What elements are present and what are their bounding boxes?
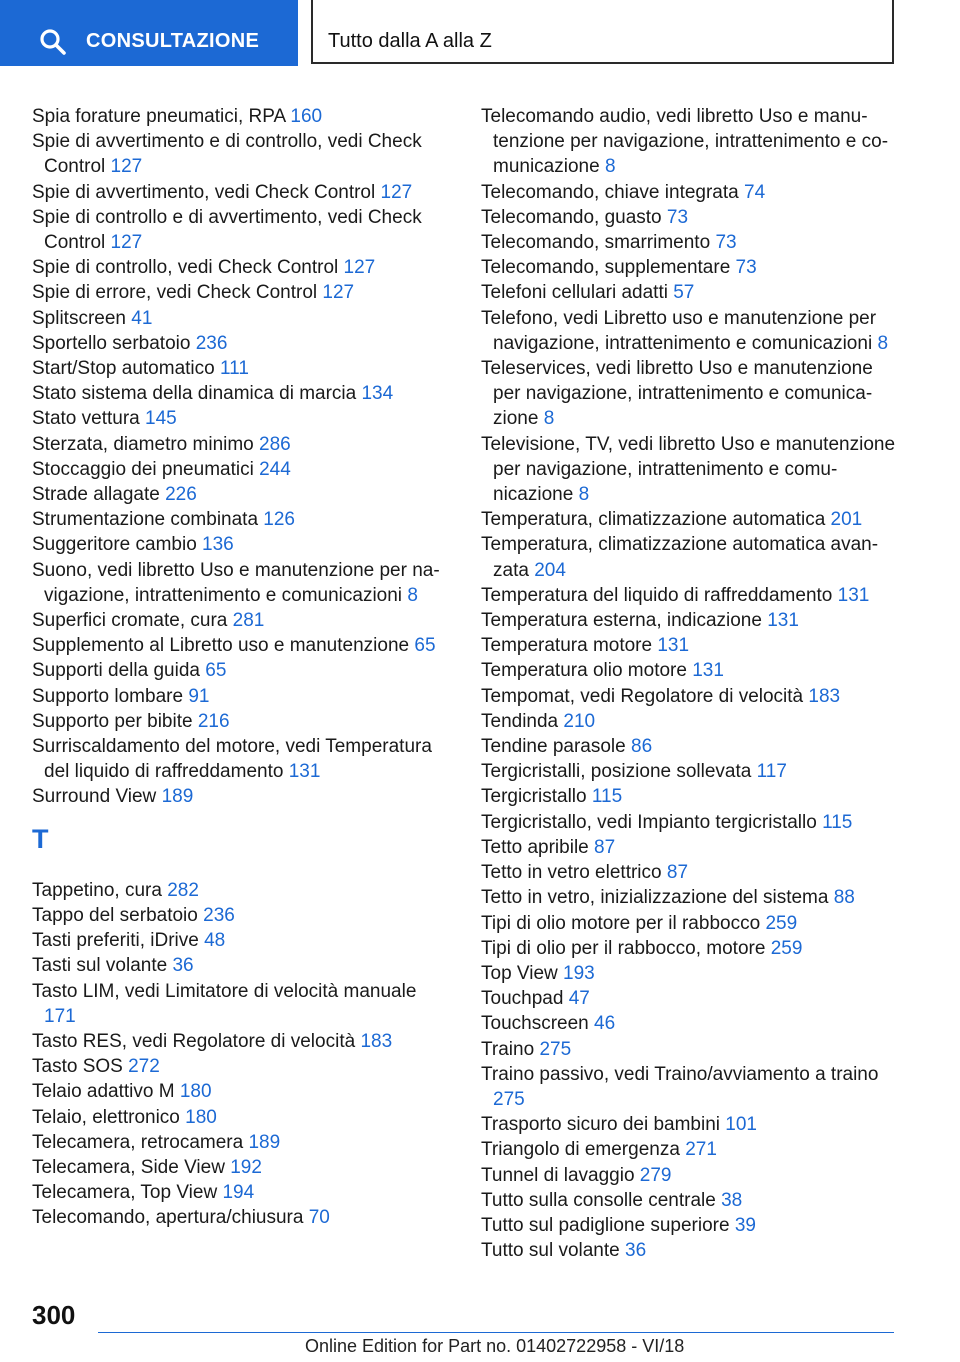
index-entry [32, 381, 450, 406]
index-list-s [32, 104, 450, 810]
page-reference-link[interactable]: 259 [765, 912, 798, 934]
page-reference-link[interactable]: 201 [830, 509, 863, 531]
page-reference-link[interactable]: 88 [833, 887, 855, 909]
page-reference-link[interactable]: 111 [220, 358, 249, 380]
page-reference-link[interactable]: 127 [343, 257, 376, 279]
index-entry [481, 230, 901, 255]
page-reference-link[interactable]: 91 [188, 685, 210, 707]
index-entry [32, 1130, 450, 1155]
index-entry [481, 583, 901, 608]
index-entry-text: Tasti preferiti, iDrive [32, 930, 199, 952]
index-entry-text: Stoccaggio dei pneumatici [32, 458, 254, 480]
index-entry [481, 1112, 901, 1137]
index-entry-text: Temperatura motore [481, 635, 653, 657]
page-reference-link[interactable]: 282 [167, 879, 199, 901]
index-entry-text: Telefono, vedi Libretto uso e manutenzione per navigazione, intrattenimento e comunicazioni [481, 307, 877, 354]
index-entry [32, 180, 450, 205]
index-entry [32, 331, 450, 356]
page-reference-link[interactable]: 36 [625, 1240, 647, 1262]
index-entry [32, 633, 450, 658]
index-entry [32, 432, 450, 457]
index-entry [481, 911, 901, 936]
index-entry [481, 835, 901, 860]
index-entry-text: Tutto sul padiglione superiore [481, 1214, 730, 1236]
page-reference-link[interactable]: 117 [756, 761, 787, 783]
index-entry [32, 1155, 450, 1180]
index-entry-text: Tappo del serbatoio [32, 904, 198, 926]
page-reference-link[interactable]: 286 [259, 433, 291, 455]
index-entry-text: Tutto sul volante [481, 1240, 620, 1262]
index-entry-text: Temperatura, climatizzazione automatica [481, 509, 826, 531]
index-entry-text: Tappetino, cura [32, 879, 162, 901]
page-reference-link[interactable]: 65 [414, 635, 436, 657]
index-entry [32, 255, 450, 280]
index-entry [481, 180, 901, 205]
index-entry-text: Telaio, elettronico [32, 1106, 180, 1128]
index-entry [481, 205, 901, 230]
page-reference-link[interactable]: 46 [594, 1013, 616, 1035]
page-reference-link[interactable]: 8 [407, 584, 418, 606]
index-entry-text: Temperatura, climatizzazione automatica avanzata [481, 534, 879, 581]
index-entry-text: Sterzata, diametro minimo [32, 433, 254, 455]
page-reference-link[interactable]: 226 [165, 484, 197, 506]
index-entry [32, 878, 450, 903]
page-reference-link[interactable]: 48 [204, 930, 226, 952]
index-entry [481, 608, 901, 633]
page-reference-link[interactable]: 73 [735, 257, 757, 279]
index-entry-text: Sportello serbatoio [32, 332, 191, 354]
index-entry [32, 684, 450, 709]
index-entry [32, 784, 450, 809]
index-entry-text: Supporto per bibite [32, 710, 193, 732]
index-entry-text: Stato vettura [32, 408, 140, 430]
index-entry [481, 759, 901, 784]
page-reference-link[interactable]: 236 [203, 904, 235, 926]
index-entry-text: Tasto RES, vedi Regolatore di velocità [32, 1030, 356, 1052]
index-entry [481, 734, 901, 759]
index-entry-text: Supporto lombare [32, 685, 184, 707]
page-reference-link[interactable]: 134 [361, 383, 394, 405]
index-entry-text: Spie di controllo, vedi Check Control [32, 257, 339, 279]
page-reference-link[interactable]: 8 [578, 484, 590, 506]
page-reference-link[interactable]: 47 [568, 988, 590, 1010]
page-reference-link[interactable]: 126 [263, 509, 295, 531]
index-entry [481, 1062, 901, 1112]
page-reference-link[interactable]: 171 [44, 1005, 76, 1027]
index-entry-text: Tipi di olio per il rabbocco, motore [481, 937, 766, 959]
index-entry-text: Tutto sulla consolle centrale [481, 1189, 716, 1211]
footer-edition-text: Online Edition for Part no. 01402722958 - VI/18 [305, 1336, 685, 1356]
page-reference-link[interactable]: 127 [322, 282, 355, 304]
page-reference-link[interactable]: 183 [360, 1030, 393, 1052]
index-entry-text: Tipi di olio motore per il rabbocco [481, 912, 761, 934]
index-entry-text: Tasto SOS [32, 1056, 123, 1078]
index-entry [481, 936, 901, 961]
page-reference-link[interactable]: 275 [539, 1038, 572, 1060]
index-entry-text: Telecomando audio, vedi libretto Uso e manutenzione per navigazione, intrattenimento e comunicazione [481, 106, 889, 178]
index-entry [32, 709, 450, 734]
index-entry-text: Touchscreen [481, 1013, 589, 1035]
index-column-right [481, 104, 901, 1263]
index-entry [481, 432, 901, 508]
index-entry-text: Start/Stop automatico [32, 358, 215, 380]
index-entry-text: Telaio adattivo M [32, 1081, 175, 1103]
page-reference-link[interactable]: 101 [725, 1114, 757, 1136]
index-entry-text: Strumentazione combinata [32, 509, 259, 531]
index-entry-text: Telecomando, guasto [481, 206, 662, 228]
index-entry [481, 658, 901, 683]
index-entry-text: Triangolo di emergenza [481, 1139, 680, 1161]
index-entry [32, 1079, 450, 1104]
index-entry-text: Telecamera, retrocamera [32, 1131, 244, 1153]
index-entry [481, 709, 901, 734]
index-entry [32, 658, 450, 683]
page-reference-link[interactable]: 39 [734, 1214, 756, 1236]
index-entry [32, 1205, 450, 1230]
tab-a-z-label: Tutto dalla A alla Z [328, 30, 492, 52]
page-reference-link[interactable]: 131 [288, 761, 321, 783]
index-entry [32, 1054, 450, 1079]
index-entry [32, 104, 450, 129]
index-entry-text: Tergicristallo [481, 786, 587, 808]
index-entry [481, 810, 901, 835]
page-reference-link[interactable]: 194 [222, 1182, 255, 1204]
page-reference-link[interactable]: 236 [195, 332, 228, 354]
header [0, 0, 960, 66]
index-entry [481, 986, 901, 1011]
index-entry-text: Spie di avvertimento e di controllo, vedi Check Control [32, 131, 422, 178]
index-entry-text: Spia forature pneumatici, RPA [32, 106, 286, 127]
index-entry-text: Telecomando, supplementare [481, 257, 731, 279]
index-entry [481, 255, 901, 280]
page-reference-link[interactable]: 272 [128, 1056, 160, 1078]
page-reference-link[interactable]: 127 [110, 156, 143, 178]
page-reference-link[interactable]: 8 [543, 408, 555, 430]
index-entry-text: Supplemento al Libretto uso e manutenzione [32, 635, 410, 657]
index-entry-text: Teleservices, vedi libretto Uso e manutenzione per navigazione, intrattenimento e comunicazione [481, 358, 873, 430]
page-reference-link[interactable]: 65 [205, 660, 227, 682]
index-entry [481, 1037, 901, 1062]
index-entry-text: Tendinda [481, 710, 559, 732]
index-entry-text: Superfici cromate, cura [32, 610, 228, 632]
page-reference-link[interactable]: 281 [232, 610, 265, 632]
index-entry-text: Touchpad [481, 988, 564, 1010]
page-reference-link[interactable]: 275 [493, 1088, 525, 1110]
index-entry [32, 507, 450, 532]
page-reference-link[interactable]: 131 [657, 635, 690, 657]
page-reference-link[interactable]: 8 [877, 332, 889, 354]
search-icon [38, 27, 68, 57]
page-reference-link[interactable]: 38 [721, 1189, 743, 1211]
index-entry [481, 633, 901, 658]
page-reference-link[interactable]: 73 [666, 206, 689, 228]
index-list-t [32, 878, 450, 1231]
page-reference-link[interactable]: 36 [172, 955, 194, 977]
page-reference-link[interactable]: 57 [673, 282, 695, 304]
page-reference-link[interactable]: 70 [308, 1207, 330, 1229]
page-reference-link[interactable]: 160 [290, 106, 323, 127]
index-entry-text: Telecamera, Top View [32, 1182, 218, 1204]
index-entry [481, 961, 901, 986]
index-entry [481, 684, 901, 709]
page-reference-link[interactable]: 259 [770, 937, 803, 959]
index-entry-text: Traino [481, 1038, 535, 1060]
index-entry-text: Splitscreen [32, 307, 126, 329]
index-entry-text: Tasti sul volante [32, 955, 168, 977]
index-entry [32, 356, 450, 381]
index-entry [481, 860, 901, 885]
page-reference-link[interactable]: 131 [837, 584, 870, 606]
index-entry-text: Spie di errore, vedi Check Control [32, 282, 318, 304]
index-entry [32, 205, 450, 255]
index-entry-text: Suggeritore cambio [32, 534, 197, 556]
index-entry-text: Tetto apribile [481, 836, 589, 858]
index-entry-text: Tasto LIM, vedi Limitatore di velocità manuale [32, 980, 417, 1002]
index-entry [481, 784, 901, 809]
page-reference-link[interactable]: 41 [131, 307, 153, 329]
index-entry [32, 457, 450, 482]
index-entry-text: Telecomando, smarrimento [481, 232, 711, 254]
index-entry-text: Suono, vedi libretto Uso e manutenzione per navigazione, intrattenimento e comunicazioni [32, 559, 440, 606]
index-entry-text: Telecomando, apertura/chiusura [32, 1207, 304, 1229]
index-entry [32, 928, 450, 953]
index-entry [481, 1188, 901, 1213]
index-entry-text: Telecamera, Side View [32, 1156, 225, 1178]
index-entry [32, 280, 450, 305]
index-entry [481, 1011, 901, 1036]
page-reference-link[interactable]: 8 [604, 156, 616, 178]
page-reference-link[interactable]: 216 [197, 710, 230, 732]
footer-divider [98, 1332, 894, 1333]
section-letter-t: T [32, 823, 49, 854]
index-entry-text: Stato sistema della dinamica di marcia [32, 383, 357, 405]
index-entry [481, 280, 901, 305]
index-entry-text: Spie di controllo e di avvertimento, vedi Check Control [32, 206, 422, 254]
page-reference-link[interactable]: 127 [110, 232, 143, 254]
index-entry [481, 1238, 901, 1263]
index-entry-text: Temperatura olio motore [481, 660, 687, 682]
index-entry-text: Tergicristalli, posizione sollevata [481, 761, 752, 783]
index-entry [481, 356, 901, 432]
index-entry [32, 129, 450, 179]
page-reference-link[interactable]: 73 [715, 232, 737, 254]
index-entry [32, 532, 450, 557]
index-entry-text: Tetto in vetro, inizializzazione del sistema [481, 887, 829, 909]
page-reference-link[interactable]: 115 [591, 786, 623, 808]
index-entry [32, 1180, 450, 1205]
page-number: 300 [32, 1300, 76, 1330]
index-entry-text: Tetto in vetro elettrico [481, 862, 662, 884]
page-reference-link[interactable]: 136 [202, 534, 234, 556]
page-reference-link[interactable]: 210 [563, 710, 596, 732]
page-reference-link[interactable]: 189 [161, 786, 194, 808]
index-entry [481, 1163, 901, 1188]
index-entry-text: Top View [481, 962, 558, 984]
page-reference-link[interactable]: 180 [185, 1106, 217, 1128]
index-entry [481, 1213, 901, 1238]
page-reference-link[interactable]: 87 [594, 836, 616, 858]
page-reference-link[interactable]: 189 [248, 1131, 281, 1153]
index-entry [481, 1137, 901, 1162]
index-column-left [32, 104, 450, 1231]
index-entry-text: Tunnel di lavaggio [481, 1164, 635, 1186]
index-entry [32, 953, 450, 978]
index-entry [481, 532, 901, 582]
index-entry [32, 482, 450, 507]
page-reference-link[interactable]: 193 [563, 962, 595, 984]
index-entry-text: Telecomando, chiave integrata [481, 181, 739, 203]
tab-a-z[interactable] [311, 0, 894, 64]
index-entry-text: Traino passivo, vedi Traino/avviamento a traino [481, 1063, 879, 1085]
page-reference-link[interactable]: 131 [692, 660, 724, 682]
index-entry [32, 608, 450, 633]
index-entry [481, 507, 901, 532]
index-entry-text: Telefoni cellulari adatti [481, 282, 668, 304]
index-entry [32, 306, 450, 331]
index-entry [481, 104, 901, 180]
index-entry-text: Supporti della guida [32, 660, 200, 682]
page-reference-link[interactable]: 145 [145, 408, 177, 430]
page-reference-link[interactable]: 192 [230, 1156, 262, 1178]
page-reference-link[interactable]: 180 [179, 1081, 212, 1103]
page-reference-link[interactable]: 279 [639, 1164, 672, 1186]
index-entry-text: Surround View [32, 786, 157, 808]
index-entry-text: Temperatura del liquido di raffreddamento [481, 584, 833, 606]
index-entry [32, 903, 450, 928]
page-reference-link[interactable]: 115 [822, 811, 853, 833]
index-entry-text: Trasporto sicuro dei bambini [481, 1114, 721, 1136]
index-entry [32, 558, 450, 608]
index-entry [32, 1029, 450, 1054]
index-entry [481, 885, 901, 910]
index-entry [32, 406, 450, 431]
tab-consultazione[interactable] [0, 0, 298, 66]
page-reference-link[interactable]: 131 [767, 610, 799, 632]
index-entry-text: Temperatura esterna, indicazione [481, 610, 762, 632]
page-reference-link[interactable]: 74 [744, 181, 766, 203]
tab-consultazione-label: CONSULTAZIONE [86, 30, 260, 52]
index-entry-text: Surriscaldamento del motore, vedi Temperatura del liquido di raffreddamento [32, 736, 432, 783]
page-reference-link[interactable]: 183 [808, 685, 841, 707]
index-entry [32, 1105, 450, 1130]
index-entry [481, 306, 901, 356]
page-reference-link[interactable]: 204 [534, 559, 566, 581]
page-reference-link[interactable]: 86 [631, 736, 653, 758]
page-reference-link[interactable]: 127 [380, 181, 413, 203]
index-entry [32, 734, 450, 784]
page-reference-link[interactable]: 244 [259, 458, 291, 480]
index-entry-text: Spie di avvertimento, vedi Check Control [32, 181, 376, 203]
index-entry-text: Tendine parasole [481, 736, 626, 758]
index-entry [32, 979, 450, 1029]
index-entry-text: Tempomat, vedi Regolatore di velocità [481, 685, 804, 707]
index-list-t-continued [481, 104, 901, 1263]
page-reference-link[interactable]: 87 [666, 862, 689, 884]
index-entry-text: Tergicristallo, vedi Impianto tergicristallo [481, 811, 817, 833]
page-reference-link[interactable]: 271 [685, 1139, 717, 1161]
index-entry-text: Televisione, TV, vedi libretto Uso e manutenzione per navigazione, intrattenimento e comunicazione [481, 433, 896, 506]
index-entry-text: Strade allagate [32, 484, 160, 506]
